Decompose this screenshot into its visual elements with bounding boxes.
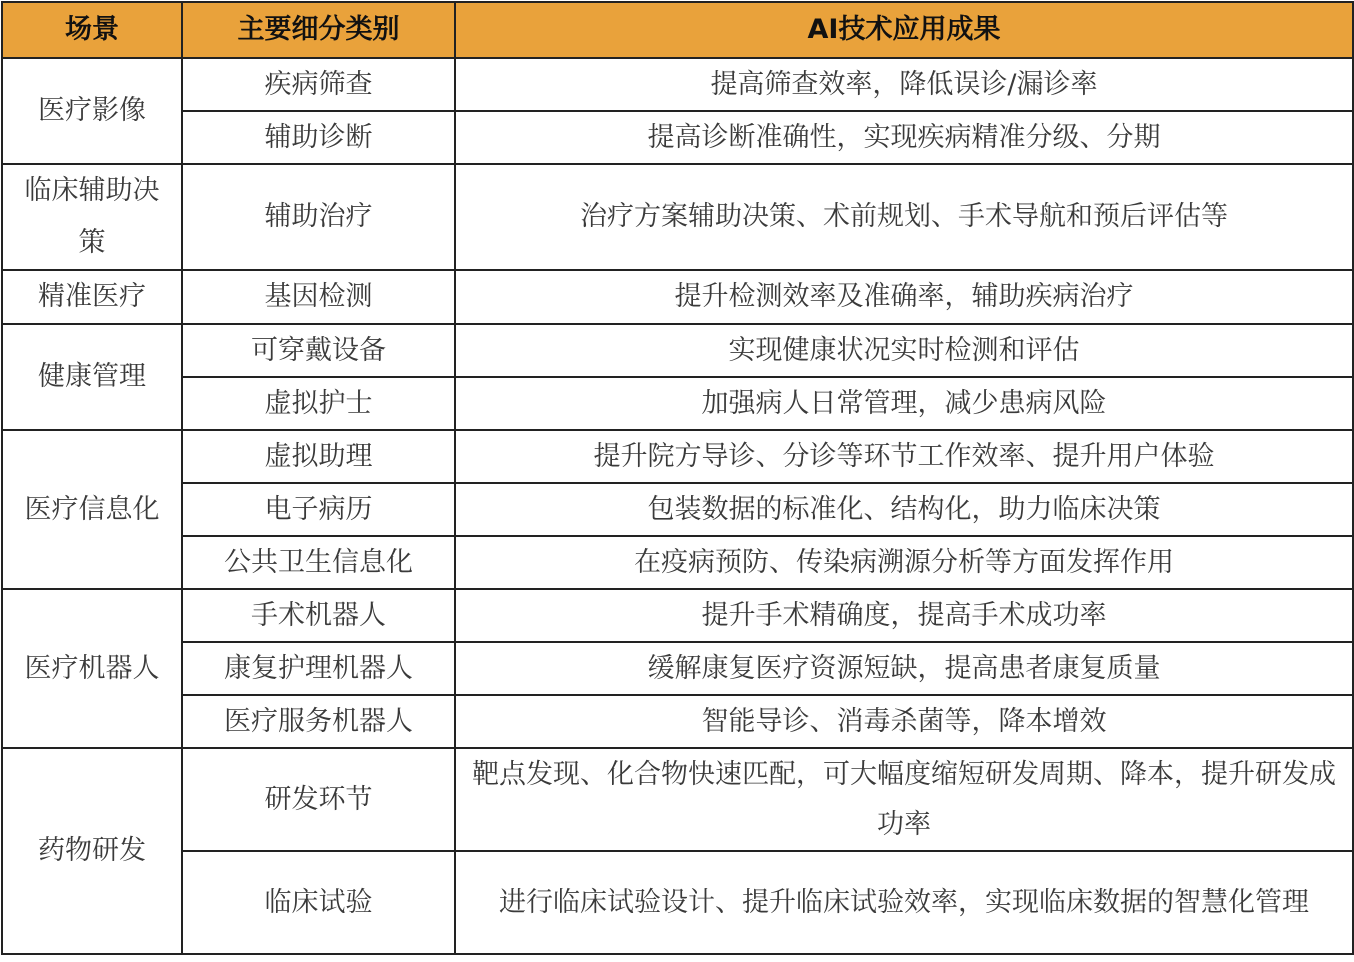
scene-cell: 医疗机器人 xyxy=(2,589,182,748)
result-cell: 提高诊断准确性，实现疾病精准分级、分期 xyxy=(455,111,1353,164)
subcategory-cell: 公共卫生信息化 xyxy=(182,536,455,589)
table-row xyxy=(2,748,1353,851)
result-cell: 提升手术精确度，提高手术成功率 xyxy=(455,589,1353,642)
scene-cell: 医疗影像 xyxy=(2,58,182,164)
result-cell: 提高筛查效率，降低误诊/漏诊率 xyxy=(455,58,1353,111)
subcategory-cell: 临床试验 xyxy=(182,851,455,954)
table-row xyxy=(2,642,1353,695)
table-row xyxy=(2,430,1353,483)
table-row xyxy=(2,270,1353,324)
table-row xyxy=(2,695,1353,748)
header-scene: 场景 xyxy=(2,2,182,58)
subcategory-cell: 医疗服务机器人 xyxy=(182,695,455,748)
subcategory-cell: 研发环节 xyxy=(182,748,455,851)
subcategory-cell: 辅助治疗 xyxy=(182,164,455,270)
subcategory-cell: 基因检测 xyxy=(182,270,455,324)
table-row xyxy=(2,589,1353,642)
scene-cell: 临床辅助决策 xyxy=(2,164,182,270)
table-row xyxy=(2,851,1353,954)
subcategory-cell: 康复护理机器人 xyxy=(182,642,455,695)
result-cell: 靶点发现、化合物快速匹配，可大幅度缩短研发周期、降本，提升研发成功率 xyxy=(455,748,1353,851)
result-cell: 治疗方案辅助决策、术前规划、手术导航和预后评估等 xyxy=(455,164,1353,270)
result-cell: 缓解康复医疗资源短缺，提高患者康复质量 xyxy=(455,642,1353,695)
table-row xyxy=(2,58,1353,111)
result-cell: 包装数据的标准化、结构化，助力临床决策 xyxy=(455,483,1353,536)
result-cell: 进行临床试验设计、提升临床试验效率，实现临床数据的智慧化管理 xyxy=(455,851,1353,954)
table-row xyxy=(2,324,1353,377)
subcategory-cell: 虚拟助理 xyxy=(182,430,455,483)
table-row xyxy=(2,483,1353,536)
table-header-row xyxy=(2,2,1353,58)
result-cell: 实现健康状况实时检测和评估 xyxy=(455,324,1353,377)
subcategory-cell: 辅助诊断 xyxy=(182,111,455,164)
table-row xyxy=(2,377,1353,430)
scene-cell: 健康管理 xyxy=(2,324,182,430)
subcategory-cell: 虚拟护士 xyxy=(182,377,455,430)
subcategory-cell: 疾病筛查 xyxy=(182,58,455,111)
result-cell: 智能导诊、消毒杀菌等，降本增效 xyxy=(455,695,1353,748)
table-row xyxy=(2,536,1353,589)
result-cell: 提升检测效率及准确率，辅助疾病治疗 xyxy=(455,270,1353,324)
scene-cell: 药物研发 xyxy=(2,748,182,954)
scene-cell: 精准医疗 xyxy=(2,270,182,324)
scene-cell: 医疗信息化 xyxy=(2,430,182,589)
table-row xyxy=(2,111,1353,164)
result-cell: 在疫病预防、传染病溯源分析等方面发挥作用 xyxy=(455,536,1353,589)
result-cell: 加强病人日常管理，减少患病风险 xyxy=(455,377,1353,430)
subcategory-cell: 电子病历 xyxy=(182,483,455,536)
header-result: AI技术应用成果 xyxy=(455,2,1353,58)
result-cell: 提升院方导诊、分诊等环节工作效率、提升用户体验 xyxy=(455,430,1353,483)
subcategory-cell: 可穿戴设备 xyxy=(182,324,455,377)
header-subcategory: 主要细分类别 xyxy=(182,2,455,58)
ai-medical-application-table xyxy=(1,1,1354,955)
table-row xyxy=(2,164,1353,270)
subcategory-cell: 手术机器人 xyxy=(182,589,455,642)
